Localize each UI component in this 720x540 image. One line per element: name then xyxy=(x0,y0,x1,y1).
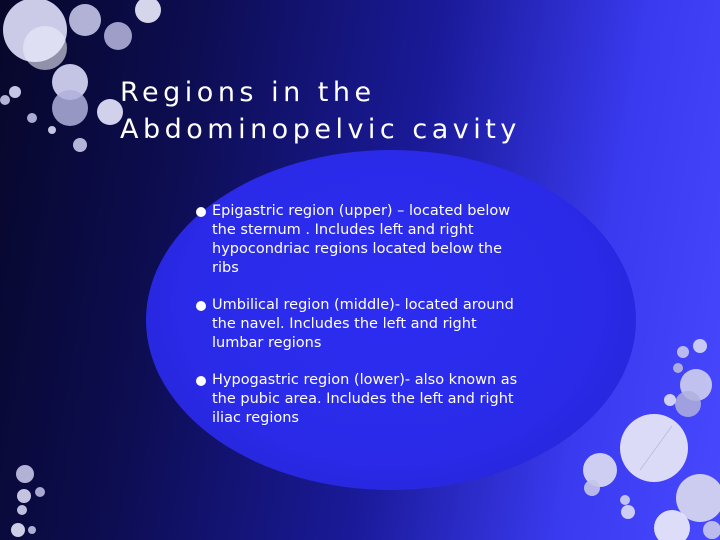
bullet-dot-icon xyxy=(196,301,206,311)
bubble xyxy=(620,495,630,505)
bullet-text-line: ribs xyxy=(212,260,239,276)
bullet-text-line: hypocondriac regions located below the xyxy=(212,241,503,257)
bubble xyxy=(677,346,689,358)
bullet-text-line: the sternum . Includes left and right xyxy=(212,222,474,238)
slide-title-line: Abdominopelvic cavity xyxy=(120,114,521,146)
bubble xyxy=(73,138,87,152)
bubble xyxy=(584,480,600,496)
bullet-dot-icon xyxy=(196,376,206,386)
bullet-item-hypogastric xyxy=(196,371,566,428)
bubble xyxy=(621,505,635,519)
bubble xyxy=(27,113,37,123)
bubble xyxy=(135,0,161,23)
bubble xyxy=(17,489,31,503)
bubble xyxy=(9,86,21,98)
bubble xyxy=(69,4,101,36)
bubble xyxy=(673,363,683,373)
bullet-text-line: Epigastric region (upper) – located below xyxy=(212,203,511,219)
bullet-text-line: Umbilical region (middle)- located around xyxy=(212,297,514,313)
slide-title-line: Regions in the xyxy=(120,77,376,109)
bubble xyxy=(693,339,707,353)
bubble xyxy=(620,414,688,482)
slide-title xyxy=(120,74,680,148)
bubble xyxy=(23,26,67,70)
bullet-text-line: Hypogastric region (lower)- also known as xyxy=(212,372,518,388)
bubble xyxy=(52,90,88,126)
bullet-text-line: the pubic area. Includes the left and right xyxy=(212,391,514,407)
bubble xyxy=(16,465,34,483)
bubble xyxy=(675,391,701,417)
bubble xyxy=(104,22,132,50)
bullet-text-line: iliac regions xyxy=(212,410,299,426)
bubble xyxy=(28,526,36,534)
bullet-list xyxy=(196,202,566,446)
bubble xyxy=(17,505,27,515)
bubble xyxy=(703,521,720,539)
bubble xyxy=(35,487,45,497)
bullet-text-line: lumbar regions xyxy=(212,335,322,351)
bubble xyxy=(48,126,56,134)
bullet-dot-icon xyxy=(196,207,206,217)
bubble xyxy=(11,523,25,537)
bullet-item-umbilical xyxy=(196,296,566,353)
bubble xyxy=(0,95,10,105)
bullet-text-line: the navel. Includes the left and right xyxy=(212,316,477,332)
bullet-item-epigastric xyxy=(196,202,566,278)
bubble xyxy=(664,394,676,406)
